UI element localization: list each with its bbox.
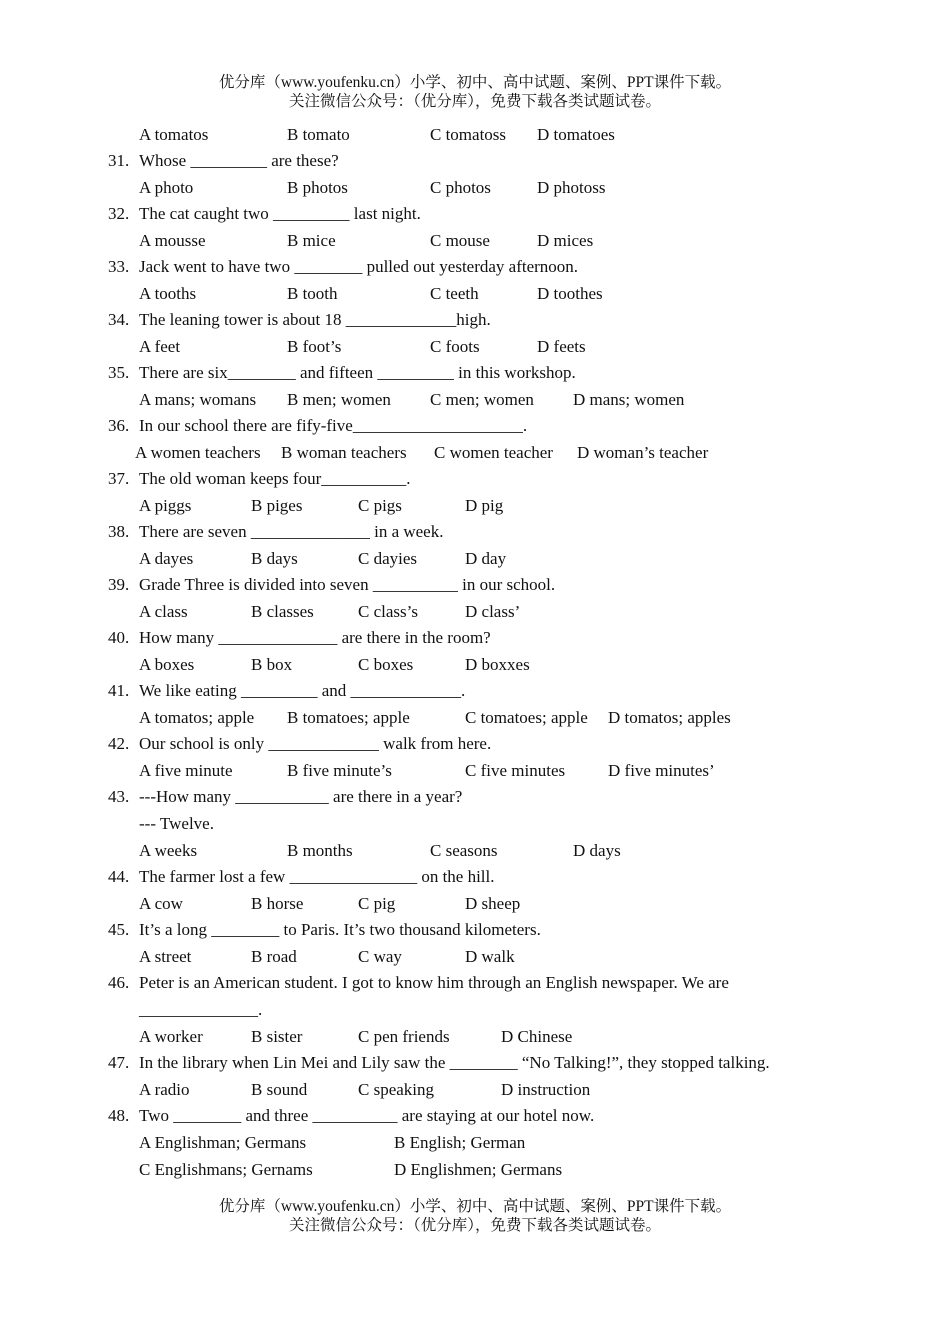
question-number: 46.: [108, 973, 130, 992]
option-d: D Chinese: [501, 1027, 573, 1046]
option-b: B foot’s: [287, 337, 342, 356]
option-c: C foots: [430, 337, 480, 356]
question-stem: Two ________ and three __________ are staying at our hotel now.: [139, 1106, 595, 1125]
footer-line-1: 优分库（www.youfenku.cn）小学、初中、高中试题、案例、PPT课件下载。: [218, 1198, 732, 1215]
page-footer: [0, 1197, 950, 1235]
option-a: A mans; womans: [139, 390, 257, 409]
option-c: C women teacher: [434, 443, 553, 462]
option-b: B tooth: [287, 284, 338, 303]
option-b: B sister: [251, 1027, 303, 1046]
question-number: 42.: [108, 734, 130, 753]
page-header: [0, 73, 950, 111]
question-number: 36.: [108, 416, 130, 435]
option-a: A worker: [139, 1027, 203, 1046]
option-c: C seasons: [430, 841, 498, 860]
question-number: 31.: [108, 151, 130, 170]
option-a: A street: [139, 947, 192, 966]
option-d: D mices: [537, 231, 594, 250]
question-number: 39.: [108, 575, 130, 594]
option-d: D sheep: [465, 894, 521, 913]
option-c: C pen friends: [358, 1027, 450, 1046]
header-line-2: 关注微信公众号：（优分库），免费下载各类试题试卷。: [288, 93, 661, 110]
option-c: C class’s: [358, 602, 418, 621]
header-line-1: 优分库（www.youfenku.cn）小学、初中、高中试题、案例、PPT课件下载。: [218, 74, 732, 91]
question-stem: The cat caught two _________ last night.: [139, 204, 421, 223]
question-number: 48.: [108, 1106, 130, 1125]
option-d: D class’: [465, 602, 521, 621]
question-number: 35.: [108, 363, 130, 382]
option-b: B woman teachers: [281, 443, 407, 462]
question-number: 38.: [108, 522, 130, 541]
option-a: A Englishman; Germans: [139, 1133, 307, 1152]
option-c: C tomatoss: [430, 125, 507, 144]
question-number: 47.: [108, 1053, 130, 1072]
option-d: D woman’s teacher: [577, 443, 709, 462]
question-number: 44.: [108, 867, 130, 886]
option-a: A tomatos: [139, 125, 209, 144]
option-c: C men; women: [430, 390, 534, 409]
question-number: 37.: [108, 469, 130, 488]
question-stem: ---How many ___________ are there in a year?: [139, 787, 463, 806]
question-number: 33.: [108, 257, 130, 276]
option-d: D instruction: [501, 1080, 591, 1099]
option-a: A dayes: [139, 549, 194, 568]
option-b: B months: [287, 841, 353, 860]
option-b: B five minute’s: [287, 761, 392, 780]
question-stem: There are seven ______________ in a week.: [139, 522, 444, 541]
question-stem-continuation: --- Twelve.: [139, 814, 214, 833]
option-c: C way: [358, 947, 402, 966]
question-number: 34.: [108, 310, 130, 329]
option-d: D days: [573, 841, 621, 860]
option-d: D Englishmen; Germans: [394, 1160, 563, 1179]
option-a: A five minute: [139, 761, 233, 780]
option-c: C pigs: [358, 496, 402, 515]
option-a: A tomatos; apple: [139, 708, 255, 727]
option-c: C mouse: [430, 231, 490, 250]
option-d: D day: [465, 549, 507, 568]
option-d: D pig: [465, 496, 504, 515]
option-d: D walk: [465, 947, 515, 966]
question-stem: In the library when Lin Mei and Lily saw the ________ “No Talking!”, they stopped talking.: [139, 1053, 770, 1072]
question-stem: How many ______________ are there in the room?: [139, 628, 491, 647]
option-c: C speaking: [358, 1080, 435, 1099]
question-number: 45.: [108, 920, 130, 939]
option-b: B tomatoes; apple: [287, 708, 410, 727]
question-stem: Whose _________ are these?: [139, 151, 339, 170]
option-c: C boxes: [358, 655, 414, 674]
question-stem-continuation: ______________.: [139, 1000, 263, 1019]
option-a: A weeks: [139, 841, 198, 860]
option-d: D photoss: [537, 178, 606, 197]
option-a: A class: [139, 602, 188, 621]
option-d: D five minutes’: [608, 761, 715, 780]
question-number: 43.: [108, 787, 130, 806]
option-d: D tomatoes: [537, 125, 615, 144]
footer-line-2: 关注微信公众号：（优分库），免费下载各类试题试卷。: [288, 1217, 661, 1234]
question-number: 41.: [108, 681, 130, 700]
option-b: B English; German: [394, 1133, 526, 1152]
option-b: B road: [251, 947, 297, 966]
option-c: C dayies: [358, 549, 418, 568]
option-b: B box: [251, 655, 293, 674]
question-stem: Jack went to have two ________ pulled out yesterday afternoon.: [139, 257, 579, 276]
option-b: B men; women: [287, 390, 391, 409]
option-c: C photos: [430, 178, 491, 197]
option-d: D feets: [537, 337, 586, 356]
option-d: D tomatos; apples: [608, 708, 731, 727]
option-d: D boxxes: [465, 655, 530, 674]
option-a: A boxes: [139, 655, 195, 674]
question-stem: It’s a long ________ to Paris. It’s two thousand kilometers.: [139, 920, 541, 939]
option-b: B mice: [287, 231, 336, 250]
question-stem: The farmer lost a few _______________ on the hill.: [139, 867, 495, 886]
question-stem: We like eating _________ and _____________.: [139, 681, 466, 700]
option-c: C teeth: [430, 284, 479, 303]
option-c: C five minutes: [465, 761, 566, 780]
option-d: D toothes: [537, 284, 603, 303]
option-a: A cow: [139, 894, 183, 913]
question-stem: There are six________ and fifteen _________ in this workshop.: [139, 363, 576, 382]
option-b: B tomato: [287, 125, 350, 144]
question-stem: In our school there are fify-five____________________.: [139, 416, 528, 435]
option-a: A tooths: [139, 284, 197, 303]
option-b: B days: [251, 549, 298, 568]
question-stem: Peter is an American student. I got to know him through an English newspaper. We are: [139, 973, 729, 992]
option-a: A radio: [139, 1080, 190, 1099]
option-b: B horse: [251, 894, 304, 913]
option-b: B classes: [251, 602, 314, 621]
option-b: B piges: [251, 496, 303, 515]
question-stem: Grade Three is divided into seven __________ in our school.: [139, 575, 556, 594]
option-a: A mousse: [139, 231, 206, 250]
question-number: 40.: [108, 628, 130, 647]
option-a: A feet: [139, 337, 181, 356]
option-c: C Englishmans; Gernams: [139, 1160, 313, 1179]
option-c: C tomatoes; apple: [465, 708, 588, 727]
question-stem: The old woman keeps four__________.: [139, 469, 411, 488]
option-a: A photo: [139, 178, 194, 197]
option-b: B photos: [287, 178, 348, 197]
option-d: D mans; women: [573, 390, 685, 409]
question-stem: Our school is only _____________ walk from here.: [139, 734, 492, 753]
question-number: 32.: [108, 204, 130, 223]
option-b: B sound: [251, 1080, 308, 1099]
option-c: C pig: [358, 894, 396, 913]
option-a: A piggs: [139, 496, 192, 515]
question-stem: The leaning tower is about 18 _____________high.: [139, 310, 491, 329]
option-a: A women teachers: [135, 443, 261, 462]
